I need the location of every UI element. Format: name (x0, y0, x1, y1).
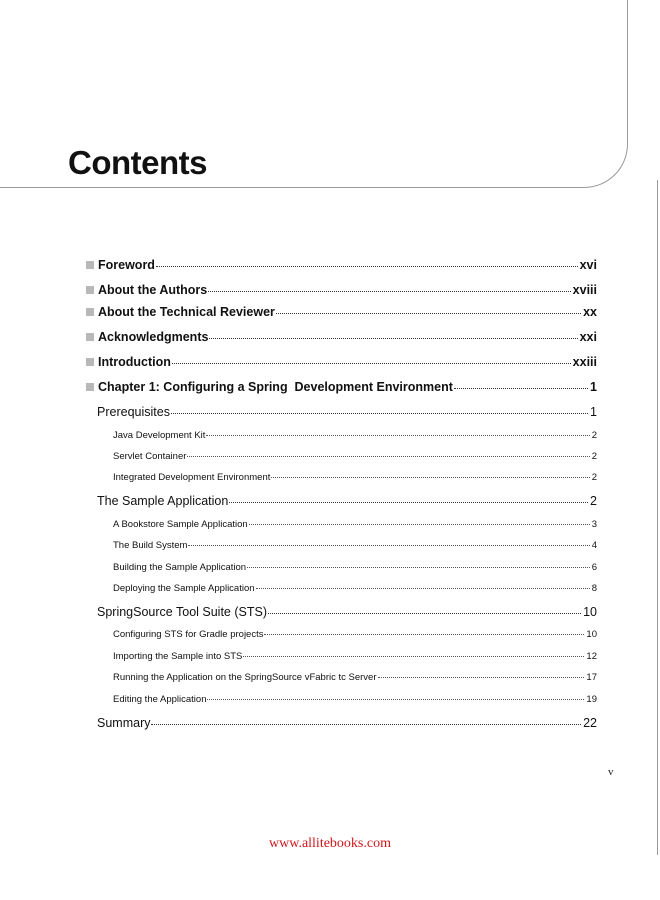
toc-entry-servlet-container[interactable]: Servlet Container 2 (113, 451, 597, 462)
square-bullet-icon (86, 286, 94, 294)
dot-leader (247, 567, 590, 568)
dot-leader (268, 613, 581, 614)
toc-entry-configuring-sts-for-gradle[interactable]: Configuring STS for Gradle projects 10 (113, 629, 597, 640)
square-bullet-icon (86, 308, 94, 316)
square-bullet-icon (86, 383, 94, 391)
dot-leader (276, 313, 581, 314)
toc-entry-editing-the-application[interactable]: Editing the Application 19 (113, 694, 597, 705)
toc-entry-importing-the-sample[interactable]: Importing the Sample into STS 12 (113, 651, 597, 662)
dot-leader (171, 413, 588, 414)
toc-entry-running-the-application[interactable]: Running the Application on the SpringSource vFabric tc Server 17 (113, 672, 597, 683)
toc-entry-chapter-1[interactable]: Chapter 1: Configuring a Spring Development Environment 1 (86, 380, 597, 394)
dot-leader (188, 545, 589, 546)
right-margin-rule (657, 180, 658, 855)
toc-entry-deploying-the-sample-application[interactable]: Deploying the Sample Application 8 (113, 583, 597, 594)
page-number: v (608, 766, 614, 778)
dot-leader (207, 699, 584, 700)
dot-leader (206, 435, 589, 436)
dot-leader (209, 338, 577, 339)
dot-leader (271, 477, 589, 478)
toc-entry-java-development-kit[interactable]: Java Development Kit 2 (113, 430, 597, 441)
toc-entry-building-the-sample-application[interactable]: Building the Sample Application 6 (113, 562, 597, 573)
dot-leader (454, 388, 588, 389)
dot-leader (249, 524, 590, 525)
toc-entry-about-the-technical-reviewer[interactable]: About the Technical Reviewer xx (86, 305, 597, 319)
dot-leader (264, 634, 584, 635)
square-bullet-icon (86, 333, 94, 341)
toc-entry-introduction[interactable]: Introduction xxiii (86, 355, 597, 369)
toc-entry-foreword[interactable]: Foreword xvi (86, 258, 597, 272)
square-bullet-icon (86, 358, 94, 366)
toc-entry-about-the-authors[interactable]: About the Authors xviii (86, 283, 597, 297)
dot-leader (208, 291, 570, 292)
dot-leader (172, 363, 571, 364)
toc-entry-springsource-tool-suite[interactable]: SpringSource Tool Suite (STS) 10 (97, 605, 597, 619)
dot-leader (378, 677, 585, 678)
dot-leader (187, 456, 589, 457)
toc-entry-the-build-system[interactable]: The Build System 4 (113, 540, 597, 551)
dot-leader (229, 502, 588, 503)
toc-entry-the-sample-application[interactable]: The Sample Application 2 (97, 494, 597, 508)
toc-entry-integrated-development-environment[interactable]: Integrated Development Environment 2 (113, 472, 597, 483)
dot-leader (156, 266, 578, 267)
footer-url[interactable]: www.allitebooks.com (269, 836, 391, 851)
toc-entry-prerequisites[interactable]: Prerequisites 1 (97, 405, 597, 419)
dot-leader (151, 724, 581, 725)
dot-leader (243, 656, 584, 657)
toc-entry-a-bookstore-sample-application[interactable]: A Bookstore Sample Application 3 (113, 519, 597, 530)
dot-leader (256, 588, 590, 589)
square-bullet-icon (86, 261, 94, 269)
page-title: Contents (68, 144, 207, 181)
toc-entry-summary[interactable]: Summary 22 (97, 716, 597, 730)
toc-entry-acknowledgments[interactable]: Acknowledgments xxi (86, 330, 597, 344)
